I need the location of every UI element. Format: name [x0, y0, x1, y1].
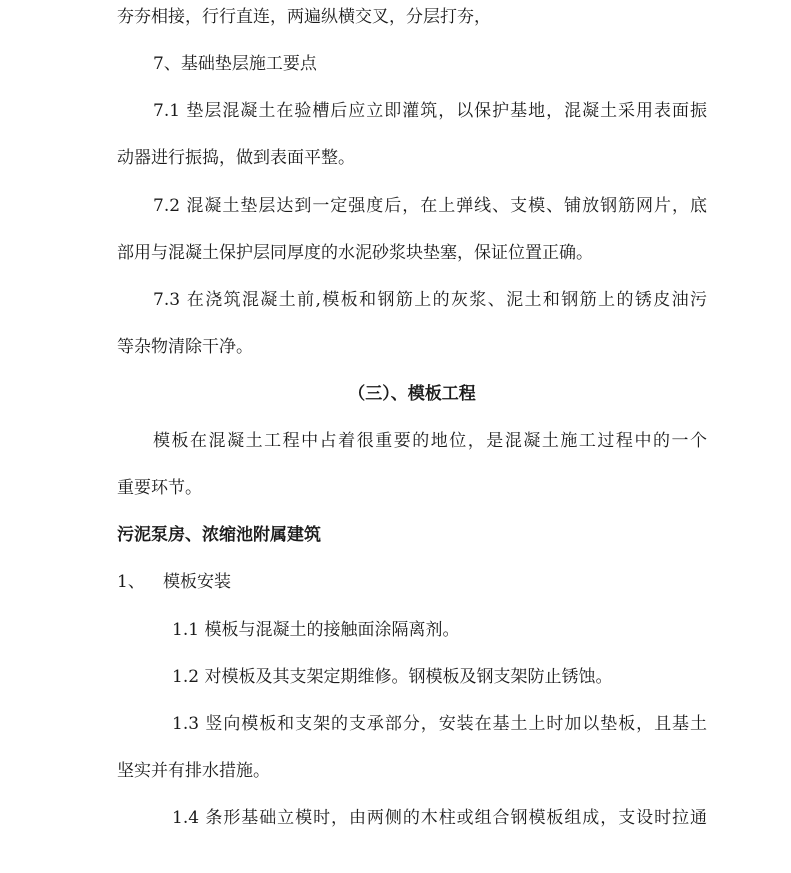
text-line-7-2b: 部用与混凝土保护层同厚度的水泥砂浆块垫塞，保证位置正确。 — [117, 243, 593, 263]
text-line-formwork-b: 重要环节。 — [117, 478, 202, 498]
text-line-7-2a: 7.2 混凝土垫层达到一定强度后，在上弹线、支模、铺放钢筋网片，底 — [153, 196, 707, 216]
text-line-1-3b: 坚实并有排水措施。 — [117, 761, 270, 781]
list-item-1 — [117, 571, 707, 593]
text-line-7-1a: 7.1 垫层混凝土在验槽后应立即灌筑，以保护基地，混凝土采用表面振 — [153, 101, 707, 121]
list-item-1-label: 模板安装 — [163, 572, 231, 592]
text-line-1-4a: 1.4 条形基础立模时，由两侧的木柱或组合钢模板组成，支设时拉通 — [172, 808, 707, 828]
section-3-heading: （三）、模板工程 — [348, 384, 476, 404]
section-7-heading: 7、基础垫层施工要点 — [153, 54, 317, 74]
text-line-1-3a: 1.3 竖向模板和支架的支承部分，安装在基土上时加以垫板，且基土 — [172, 714, 707, 734]
text-line-1-2: 1.2 对模板及其支架定期维修。钢模板及钢支架防止锈蚀。 — [172, 667, 613, 687]
text-line-7-3a: 7.3 在浇筑混凝土前,模板和钢筋上的灰浆、泥土和钢筋上的锈皮油污 — [153, 290, 707, 310]
text-line-7-3b: 等杂物清除干净。 — [117, 337, 253, 357]
subsection-heading: 污泥泵房、浓缩池附属建筑 — [117, 525, 321, 545]
text-line-1-1: 1.1 模板与混凝土的接触面涂隔离剂。 — [172, 620, 460, 640]
list-number: 1、 — [117, 572, 145, 592]
text-line-formwork-a: 模板在混凝土工程中占着很重要的地位，是混凝土施工过程中的一个 — [153, 431, 707, 451]
text-line-7-1b: 动器进行振捣，做到表面平整。 — [117, 148, 355, 168]
text-line-1: 夯夯相接，行行直连，两遍纵横交叉，分层打夯， — [117, 7, 491, 27]
